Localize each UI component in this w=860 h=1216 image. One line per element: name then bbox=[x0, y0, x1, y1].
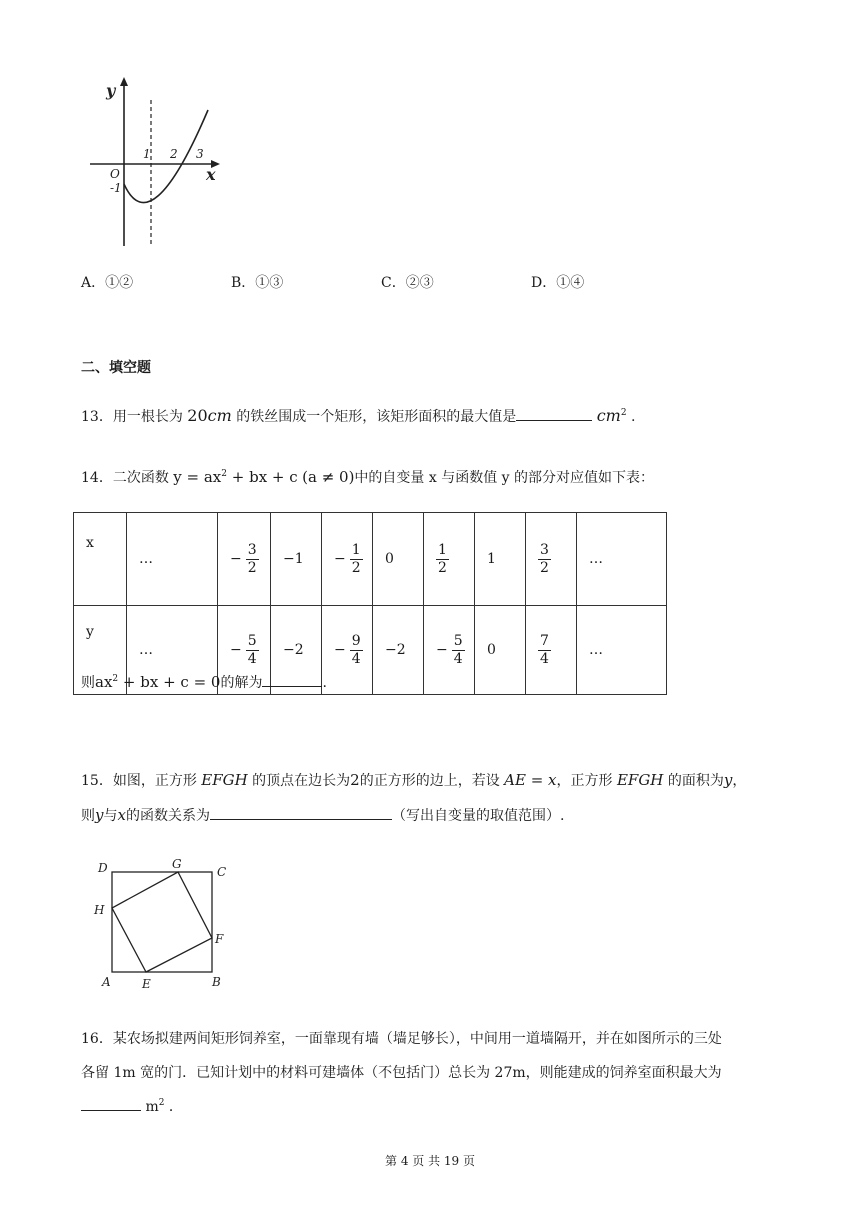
option-b[interactable] bbox=[231, 272, 283, 292]
question-14-tail bbox=[81, 672, 327, 692]
origin-label: O bbox=[110, 167, 120, 181]
vertex-c: C bbox=[217, 865, 227, 879]
option-letter: B． bbox=[231, 275, 256, 291]
tick-label-neg1: -1 bbox=[110, 181, 122, 195]
q15-efgh: EFGH bbox=[201, 771, 248, 789]
section-title: 二、填空题 bbox=[81, 360, 151, 376]
inner-square-efgh bbox=[112, 872, 212, 972]
answer-blank[interactable] bbox=[262, 672, 322, 687]
row-label-y: y bbox=[74, 606, 127, 695]
table-cell: − $\frac{9}{4}$ bbox=[322, 606, 373, 695]
q15-y: y bbox=[723, 771, 733, 789]
q14-func: y = ax bbox=[173, 468, 222, 486]
q14-cond: (a ≠ 0) bbox=[302, 468, 355, 486]
y-axis-label: y bbox=[106, 81, 116, 100]
option-letter: A． bbox=[81, 275, 106, 291]
q13-unit: cm bbox=[596, 406, 621, 425]
table-cell: 0 bbox=[373, 513, 424, 606]
q13-length: 20 bbox=[187, 406, 208, 425]
q13-end: . bbox=[631, 409, 636, 425]
answer-blank[interactable] bbox=[81, 1096, 141, 1111]
option-a[interactable] bbox=[81, 272, 133, 292]
question-16-line-3 bbox=[81, 1096, 183, 1116]
q16-unit-exp: 2 bbox=[158, 1098, 165, 1108]
option-letter: C． bbox=[381, 275, 406, 291]
q14-func-b: + bx + c bbox=[227, 468, 298, 486]
q15-text: 的顶点在边长为 bbox=[252, 773, 351, 789]
vertex-e: E bbox=[142, 977, 151, 991]
table-cell: −1 bbox=[271, 513, 322, 606]
q16-unit: m bbox=[145, 1099, 159, 1115]
vertex-f: F bbox=[215, 932, 224, 946]
parabola-graph bbox=[86, 72, 226, 250]
table-cell: − $\frac{5}{4}$ bbox=[424, 606, 475, 695]
vertex-h: H bbox=[94, 903, 105, 917]
table-cell: … bbox=[577, 513, 667, 606]
q14-text-b: 中的自变量 x 与函数值 y 的部分对应值如下表： bbox=[354, 470, 655, 486]
question-16-line-1 bbox=[81, 1028, 722, 1048]
square-figure bbox=[90, 852, 240, 992]
table-cell: −2 bbox=[271, 606, 322, 695]
page-footer: 第 4 页 共 19 页 bbox=[385, 1154, 475, 1168]
question-number: 16． bbox=[81, 1031, 113, 1047]
vertex-g: G bbox=[172, 857, 182, 871]
tick-label-3: 3 bbox=[196, 147, 204, 161]
option-text: ②③ bbox=[405, 275, 434, 291]
question-15-line-1 bbox=[81, 770, 746, 790]
option-c[interactable] bbox=[381, 272, 434, 292]
value-table bbox=[73, 512, 667, 695]
option-letter: D． bbox=[531, 275, 557, 291]
table-cell: − $\frac{5}{4}$ bbox=[218, 606, 271, 695]
row-label-x: x bbox=[74, 513, 127, 606]
answer-blank[interactable] bbox=[210, 805, 392, 820]
q14-tail-eq-b: + bx + c = 0 bbox=[118, 673, 221, 691]
q15-x: x bbox=[117, 806, 126, 824]
tick-label-2: 2 bbox=[170, 147, 178, 161]
table-cell: 3 2 bbox=[526, 513, 577, 606]
q14-tail-b: 的解为 bbox=[220, 675, 263, 691]
q14-tail-exp: 2 bbox=[112, 674, 119, 684]
outer-square bbox=[112, 872, 212, 972]
q15-y-2: y bbox=[95, 806, 104, 824]
option-text: ①④ bbox=[556, 275, 585, 291]
q14-tail-end: . bbox=[322, 675, 327, 691]
q15-text: ，正方形 bbox=[556, 773, 613, 789]
option-text: ①② bbox=[105, 275, 134, 291]
table-cell: 1 bbox=[475, 513, 526, 606]
q14-tail-eq: ax bbox=[95, 673, 113, 691]
table-row-x bbox=[74, 513, 667, 606]
table-cell: 1 2 bbox=[424, 513, 475, 606]
q15-text: 的函数关系为 bbox=[125, 808, 210, 824]
q14-text-a: 二次函数 bbox=[112, 470, 169, 486]
question-number: 14． bbox=[81, 470, 113, 486]
table-cell: − $\frac{3}{2}$ bbox=[218, 513, 271, 606]
q15-text: （写出自变量的取值范围）. bbox=[391, 808, 565, 824]
vertex-b: B bbox=[212, 975, 221, 989]
table-cell: … bbox=[577, 606, 667, 695]
vertex-a: A bbox=[102, 975, 111, 989]
option-d[interactable] bbox=[531, 272, 584, 292]
table-cell: −2 bbox=[373, 606, 424, 695]
q15-text: 的面积为 bbox=[667, 773, 724, 789]
answer-blank[interactable] bbox=[516, 406, 592, 421]
q15-text: 则 bbox=[81, 808, 95, 824]
q15-two: 2 bbox=[350, 771, 360, 789]
table-cell: − $\frac{1}{2}$ bbox=[322, 513, 373, 606]
table-cell: 0 bbox=[475, 606, 526, 695]
q15-efgh-2: EFGH bbox=[616, 771, 664, 789]
table-cell: … bbox=[127, 513, 218, 606]
table-cell: … bbox=[127, 606, 218, 695]
q15-text: ， bbox=[732, 773, 747, 789]
question-number: 13． bbox=[81, 409, 113, 425]
q16-line-2: 各留 1m 宽的门．已知计划中的材料可建墙体（不包括门）总长为 27m，则能建成的饲养室面积最大为 bbox=[81, 1065, 722, 1081]
table-cell: 7 4 bbox=[526, 606, 577, 695]
q14-func-exp: 2 bbox=[221, 469, 227, 479]
q13-unit-exp: 2 bbox=[620, 408, 627, 418]
q15-text: 与 bbox=[103, 808, 118, 824]
question-14 bbox=[81, 467, 654, 487]
x-axis-label: x bbox=[206, 165, 216, 184]
vertex-d: D bbox=[98, 861, 108, 875]
q14-tail-a: 则 bbox=[81, 675, 95, 691]
tick-label-1: 1 bbox=[143, 147, 151, 161]
y-axis-arrow-icon bbox=[120, 77, 128, 86]
q13-text-b: 的铁丝围成一个矩形，该矩形面积的最大值是 bbox=[236, 409, 517, 425]
q15-text: 的正方形的边上，若设 bbox=[359, 773, 500, 789]
question-16-line-2 bbox=[81, 1062, 722, 1082]
question-13 bbox=[81, 406, 635, 426]
q15-ae: AE = x bbox=[504, 771, 557, 789]
q16-line-1: 某农场拟建两间矩形饲养室，一面靠现有墙（墙足够长），中间用一道墙隔开，并在如图所示的三处 bbox=[112, 1031, 722, 1047]
q15-text: 如图，正方形 bbox=[112, 773, 197, 789]
q16-end: ． bbox=[168, 1099, 183, 1115]
question-15-line-2 bbox=[81, 805, 564, 825]
q13-text-a: 用一根长为 bbox=[112, 409, 183, 425]
q13-length-unit: cm bbox=[207, 406, 232, 425]
question-number: 15． bbox=[81, 773, 113, 789]
option-text: ①③ bbox=[255, 275, 284, 291]
